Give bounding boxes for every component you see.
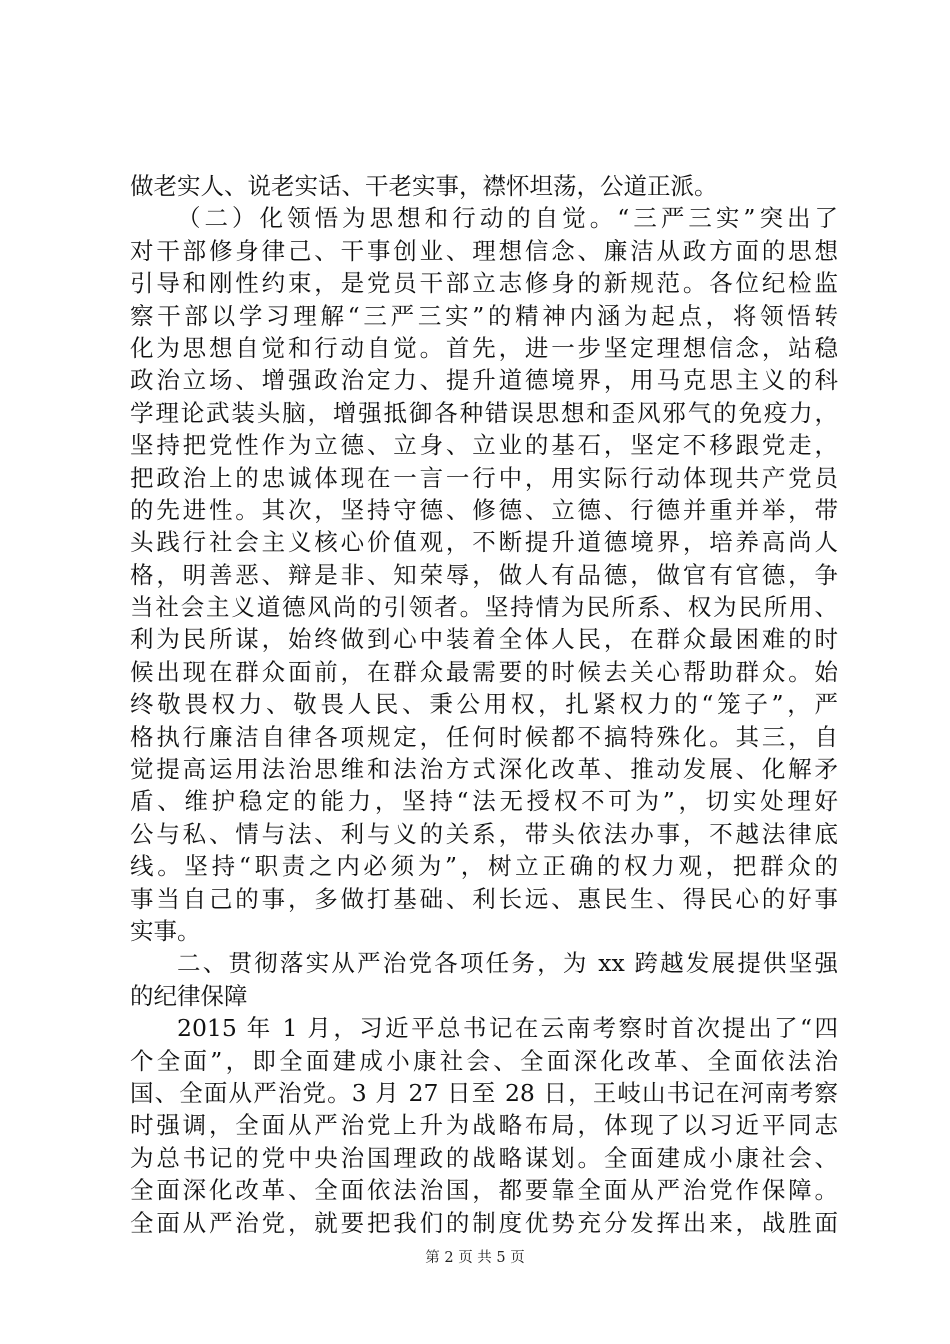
text-line: 个全面”，即全面建成小康社会、全面深化改革、全面依法治 [130,1046,838,1075]
text-line: 化为思想自觉和行动自觉。首先，进一步坚定理想信念，站稳 [130,333,838,362]
text-line: 政治立场、增强政治定力、提升道德境界，用马克思主义的科 [130,366,838,395]
text-line: 2015 年 1 月，习近平总书记在云南考察时首次提出了“四 [177,1014,838,1043]
text-line: 为总书记的党中央治国理政的战略谋划。全面建成小康社会、 [130,1143,838,1172]
text-line: 做老实人、说老实话、干老实事，襟怀坦荡，公道正派。 [130,172,718,200]
text-line: （二）化领悟为思想和行动的自觉。“三严三实”突出了 [177,204,838,233]
text-line: 格，明善恶、辩是非、知荣辱，做人有品德，做官有官德，争 [130,560,838,589]
text-line: 的纪律保障 [130,981,248,1010]
text-line: 当社会主义道德风尚的引领者。坚持情为民所系、权为民所用、 [130,593,838,622]
page-footer: 第 2 页 共 5 页 [425,1250,525,1266]
text-line: 二、贯彻落实从严治党各项任务，为 xx 跨越发展提供坚强 [177,949,838,978]
text-line: 终敬畏权力、敬畏人民、秉公用权，扎紧权力的“笼子”，严 [130,690,838,719]
text-line: 时强调，全面从严治党上升为战略布局，体现了以习近平同志 [130,1111,838,1140]
text-line: 国、全面从严治党。3 月 27 日至 28 日，王岐山书记在河南考察 [130,1078,838,1107]
text-line: 全面从严治党，就要把我们的制度优势充分发挥出来，战胜面 [130,1208,838,1237]
text-line: 对干部修身律己、干事创业、理想信念、廉洁从政方面的思想 [130,236,838,265]
text-line: 公与私、情与法、利与义的关系，带头依法办事，不越法律底 [130,819,838,848]
text-line: 学理论武装头脑，增强抵御各种错误思想和歪风邪气的免疫力， [130,398,838,427]
text-line: 利为民所谋，始终做到心中装着全体人民，在群众最困难的时 [130,625,838,654]
text-line: 觉提高运用法治思维和法治方式深化改革、推动发展、化解矛 [130,755,838,784]
text-line: 的先进性。其次，坚持守德、修德、立德、行德并重并举，带 [130,495,838,524]
text-line: 线。坚持“职责之内必须为”，树立正确的权力观，把群众的 [130,852,838,881]
text-line: 察干部以学习理解“三严三实”的精神内涵为起点，将领悟转 [130,301,838,330]
text-line: 引导和刚性约束，是党员干部立志修身的新规范。各位纪检监 [130,269,838,298]
document-body [130,170,838,1239]
text-line: 格执行廉洁自律各项规定，任何时候都不搞特殊化。其三，自 [130,722,838,751]
text-line: 把政治上的忠诚体现在一言一行中，用实际行动体现共产党员 [130,463,838,492]
text-line: 事当自己的事，多做打基础、利长远、惠民生、得民心的好事 [130,884,838,913]
text-line: 实事。 [130,916,201,945]
text-line: 头践行社会主义核心价值观，不断提升道德境界，培养高尚人 [130,528,838,557]
text-line: 盾、维护稳定的能力，坚持“法无授权不可为”，切实处理好 [130,787,838,816]
text-line: 坚持把党性作为立德、立身、立业的基石，坚定不移跟党走， [130,431,838,460]
text-line: 全面深化改革、全面依法治国，都要靠全面从严治党作保障。 [130,1176,838,1205]
text-line: 候出现在群众面前，在群众最需要的时候去关心帮助群众。始 [130,657,838,686]
